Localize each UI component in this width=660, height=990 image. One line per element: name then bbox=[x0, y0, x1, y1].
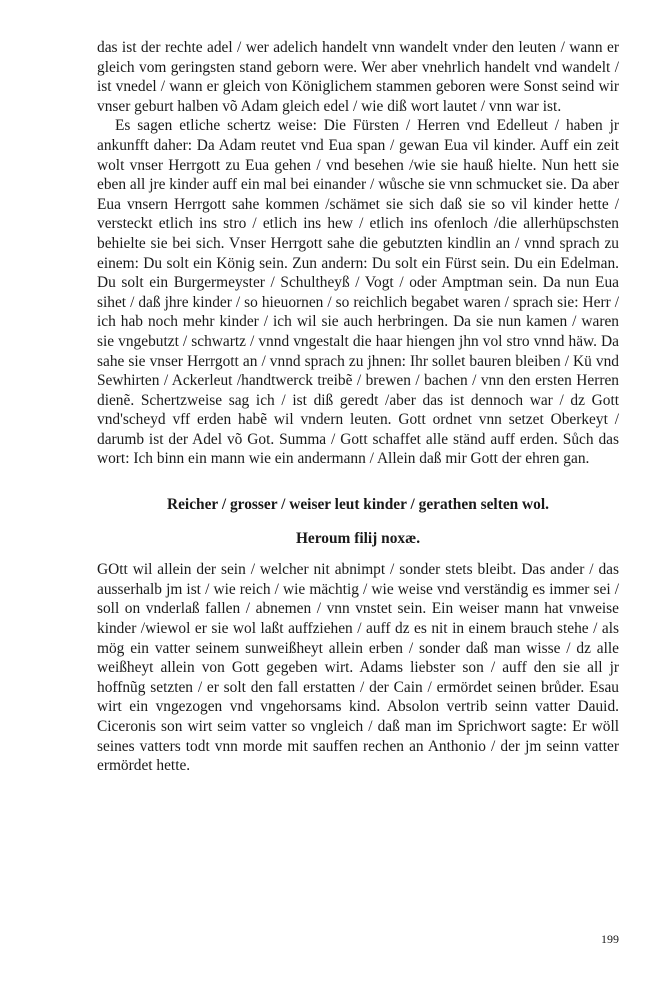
section-subheading: Heroum filij noxæ. bbox=[295, 529, 421, 547]
section-heading: Reicher / grosser / weiser leut kinder / gerathen selten wol. bbox=[166, 496, 549, 514]
page-number: 199 bbox=[601, 932, 619, 946]
paragraph-eva-story: Es sagen etliche schertz weise: Die Fürsten / Herren vnd Edelleut / haben jr ankunfft daher: Da Adam reutet vnd Eua span / gewan Eua vil kinder. Auff ein zeit wolt vnser Herrgott zu Eua gehen / vnd besehen /wie sie hauß hielte. Nun hett sie eben all jre kinder auff ein mal bei einander / wůsche sie vnn schmucket sie. Da aber Eua vnsern Herrgott sahe kommen /schämet sie sich daß sie so vil kinder hette / versteckt etlich ins stro / etlich ins hew / etlich ins ofenloch /die allerhüpschsten behielte sie bei sich. Vnser Herrgott sahe die gebutzten kindlin an / vnnd sprach zu einem: Du solt ein König sein. Zun andern: Du solt ein Fürst sein. Du ein Edelman. Du solt ein Burgermeyster / Schultheyß / Vogt / oder Amptman sein. Da nun Eua sihet / daß jhre kinder / so hieuornen / so reichlich begabet waren / sprach sie: Herr / ich hab noch mehr kinder / ich wil sie auch herbringen. Da sie nun kamen / waren sie vngebutzt / schwartz / vnnd vngestalt die haar hiengen jhn vol stro vnnd häw. Da sahe sie vnser Herrgott an / vnnd sprach zu jhnen: Ihr sollet bauren bleiben / Kü vnd Sewhirten / Ackerleut /handtwerck treibẽ / brewen / bachen / vnn den ersten Herren dienẽ. Schertzweise sag ich / ist diß geredt /aber das ist dennoch war / dz Gott vnd'scheyd vff erden habẽ wil vndern leuten. Gott ordnet vnn setzet Oberkeyt / darumb ist der Adel võ Got. Summa / Gott schaffet alle ständ auff erden. Sůch das wort: Ich binn ein mann wie ein andermann / Allein daß mir Gott der ehren gan. bbox=[97, 117, 619, 468]
paragraph-adel-definition: das ist der rechte adel / wer adelich handelt vnn wandelt vnder den leuten / wann er gleich vom geringsten stand geborn were. Wer aber vnehrlich handelt vnd wandelt / ist vnedel / wann er gleich von Königlichem stammen geboren were Sonst seind wir vnser geburt halben võ Adam gleich edel / wie diß wort lautet / vnn war ist. bbox=[97, 39, 619, 115]
page-body bbox=[97, 38, 619, 776]
paragraph-heroum: GOtt wil allein der sein / welcher nit abnimpt / sonder stets bleibt. Das ander / das ausserhalb jm ist / wie reich / wie mächtig / wie weise vnd verständig es immer sei / soll on vnderlaß fallen / abnemen / vnn vnstet sein. Ein weiser mann hat vnweise kinder /wiewol er sie wol laßt auffziehen / auff dz es nit in einem brauch stehe / als mög ein vatter seinem sunweißheyt allein erben / sonder daß man wisse / dz alle weißheyt allein von Gott gegeben wirt. Adams liebster son / auff den sie all jr hoffnũg setzten / er solt den fall erstatten / der Cain / ermördet seinen brůder. Esau wirt ein vngezogen vnd vngehorsams kind. Absolon vertrib seinn vatter Dauid. Ciceronis son wirt seim vatter so vngleich / daß man im Sprichwort sagte: Er wöll seines vatters todt vnn morde mit sauffen rechen an Anthonio / der jm seinn vatter ermördet hette. bbox=[97, 561, 619, 775]
